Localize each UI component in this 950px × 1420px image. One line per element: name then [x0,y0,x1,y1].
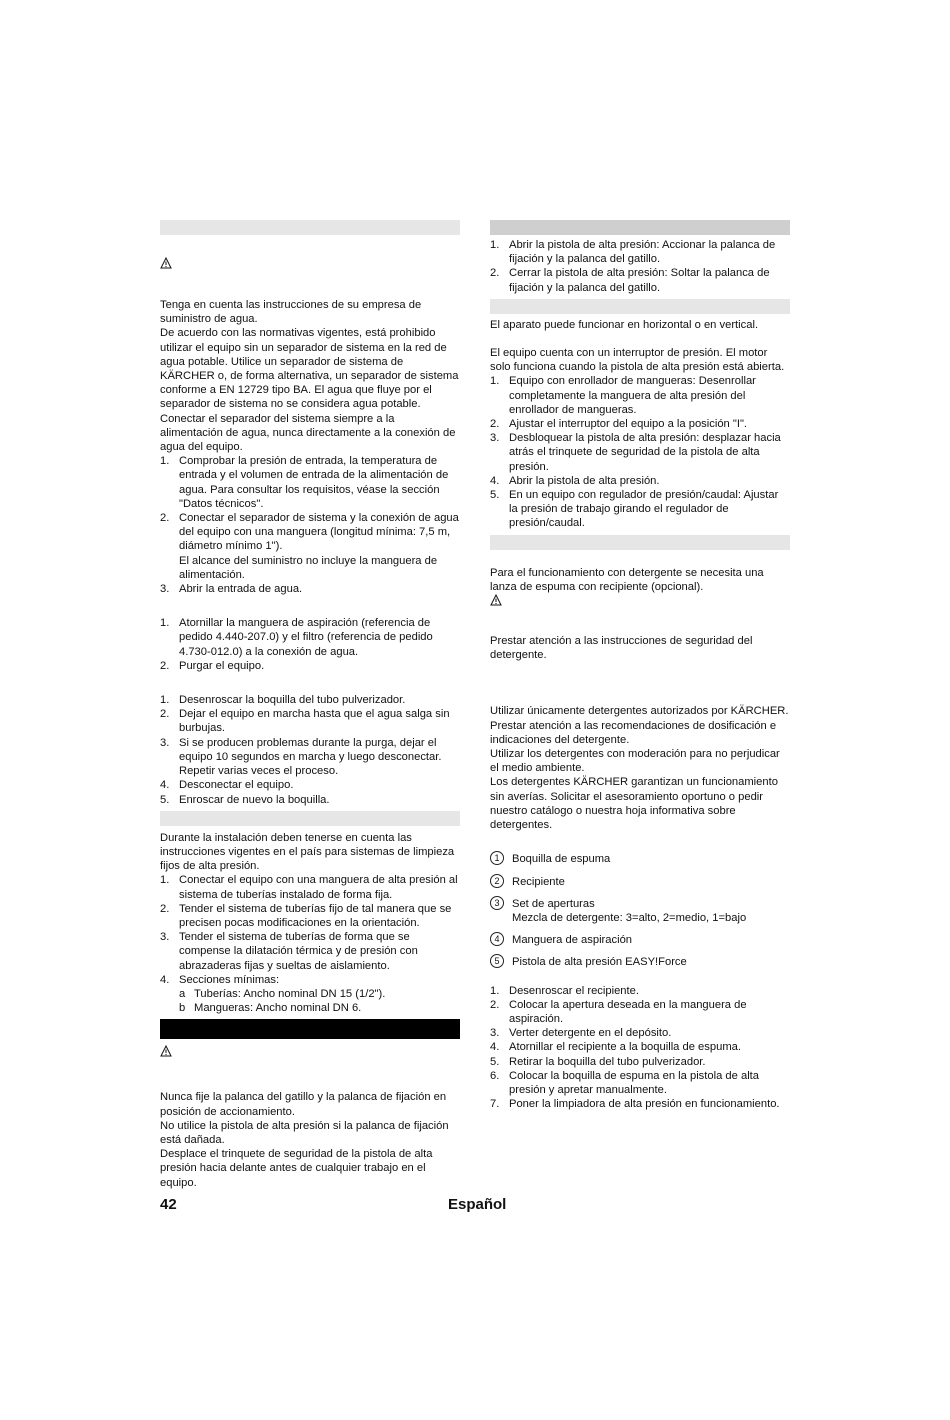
section-header-bar [490,299,790,314]
sub-list-item: a Tuberías: Ancho nominal DN 15 (1/2"). [179,987,386,1000]
section-header-bar [490,535,790,550]
paragraph: El aparato puede funcionar en horizontal o en vertical. [490,318,759,331]
paragraph: Durante la instalación deben tenerse en cuenta las instrucciones vigentes en el país para sistemas de limpieza fijos de alta presión. [160,831,455,873]
list-item: 4. Desconectar el equipo. [160,779,294,792]
numbered-list [490,238,790,295]
list-item: 4. Atornillar el recipiente a la boquilla de espuma. [490,1041,741,1054]
warning-icon [490,594,502,606]
paragraph: Desplace el trinquete de seguridad de la pistola de alta presión hacia delante antes de cualquier trabajo en el equipo. [160,1148,433,1189]
sub-list [160,987,460,1015]
list-item: 1. Comprobar la presión de entrada, la temperatura de entrada y el volumen de entrada de la alimentación de agua. Para consultar los requisitos, véase la sección "Datos técnicos". [160,455,449,510]
section-header-bar [160,220,460,235]
paragraph: Utilizar únicamente detergentes autorizados por KÄRCHER. [490,705,789,718]
list-item: 7. Poner la limpiadora de alta presión en funcionamiento. [490,1098,780,1111]
left-column [160,220,460,1190]
list-item: 2. Ajustar el interruptor del equipo a la posición "I". [490,418,748,431]
legend-item: 2 Recipiente [490,875,790,889]
numbered-list [160,616,460,673]
list-item: 2. Colocar la apertura deseada en la manguera de aspiración. [490,998,747,1025]
list-item: 1. Desenroscar el recipiente. [490,984,639,997]
paragraph: Utilizar los detergentes con moderación para no perjudicar el medio ambiente. [490,748,780,775]
list-item: El alcance del suministro no incluye la manguera de alimentación. [179,554,438,581]
paragraph: Para el funcionamiento con detergente se necesita una lanza de espuma con recipiente (opcional). [490,566,764,593]
list-item: 3. Abrir la entrada de agua. [160,583,303,596]
list-item: 4. Secciones mínimas: [160,973,280,986]
legend-item: 3 Set de aperturas Mezcla de detergente: 3=alto, 2=medio, 1=bajo [490,897,790,925]
list-item: 2. Cerrar la pistola de alta presión: Soltar la palanca de fijación y la palanca del gatillo. [490,267,770,294]
list-item: 3. Verter detergente en el depósito. [490,1027,672,1040]
list-item: 1. Desenroscar la boquilla del tubo pulverizador. [160,694,406,707]
paragraph: De acuerdo con las normativas vigentes, está prohibido utilizar el equipo sin un separador de sistema en la red de agua potable. Utilice un separador de sistema de KÄRCHER o, de forma alternativa, un separador de sistema conforme a EN 12729 tipo BA. El agua que fluye por el separador de sistema no se considera agua potable. Conectar el separador del sistema siempre a la alimentación de agua, nunca directamente a la conexión de agua del equipo. [160,327,459,454]
numbered-list [160,693,460,807]
sub-list-item: b Mangueras: Ancho nominal DN 6. [179,1002,362,1015]
list-item: 1. Equipo con enrollador de mangueras: Desenrollar completamente la manguera de alta presión del enrollador de mangueras. [490,375,756,416]
paragraph: Nunca fije la palanca del gatillo y la palanca de fijación en posición de accionamiento. [160,1091,447,1118]
warning-icon [160,1045,172,1057]
paragraph: No utilice la pistola de alta presión si la palanca de fijación está dañada. [160,1119,449,1146]
paragraph: Tenga en cuenta las instrucciones de su empresa de suministro de agua. [160,299,422,326]
list-item: 6. Colocar la boquilla de espuma en la pistola de alta presión y apretar manualmente. [490,1069,760,1096]
list-item: 1. Conectar el equipo con una manguera de alta presión al sistema de tuberías instalado de forma fija. [160,874,458,901]
list-item: 1. Abrir la pistola de alta presión: Accionar la palanca de fijación y la palanca del gatillo. [490,239,776,266]
paragraph: El equipo cuenta con un interruptor de presión. El motor solo funciona cuando la pistola de alta presión está abierta. [490,347,785,374]
right-column [490,220,790,1111]
list-item: 4. Abrir la pistola de alta presión. [490,474,660,487]
paragraph: Prestar atención a las instrucciones de seguridad del detergente. [490,635,753,662]
numbered-list [490,374,790,530]
list-item: 1. Atornillar la manguera de aspiración (referencia de pedido 4.440-207.0) y el filtro (referencia de pedido 4.730-012.0) a la conexión de agua. [160,617,433,658]
numbered-list [160,873,460,987]
list-item: 5. En un equipo con regulador de presión/caudal: Ajustar la presión de trabajo girando el regulador de presión/caudal. [490,489,779,530]
list-item: 5. Retirar la boquilla del tubo pulverizador. [490,1055,706,1068]
list-item: 2. Dejar el equipo en marcha hasta que el agua salga sin burbujas. [160,708,450,735]
section-header-bar [490,220,790,235]
list-item: 3. Desbloquear la pistola de alta presión: desplazar hacia atrás el trinquete de seguridad de la pistola de alta presión. [490,432,781,473]
page-number: 42 [160,1196,177,1213]
warning-icon [160,257,172,269]
legend-item: 4 Manguera de aspiración [490,933,790,947]
list-item: 3. Tender el sistema de tuberías de forma que se compense la dilatación térmica y de presión con abrazaderas fijas y sueltas de aislamiento. [160,931,418,972]
list-item: 5. Enroscar de nuevo la boquilla. [160,793,330,806]
language-label: Español [448,1196,507,1213]
paragraph: Los detergentes KÄRCHER garantizan un funcionamiento sin averías. Solicitar el asesoramiento oportuno o pedir nuestro catálogo o nuestra hoja informativa sobre detergentes. [490,776,778,832]
numbered-list [490,984,790,1112]
section-header-bar [160,811,460,826]
list-item: 3. Si se producen problemas durante la purga, dejar el equipo 10 segundos en marcha y luego desconectar. Repetir varias veces el proceso. [160,736,442,778]
paragraph: Prestar atención a las recomendaciones de dosificación e indicaciones del detergente. [490,719,777,746]
numbered-list [160,454,460,596]
legend-item: 5 Pistola de alta presión EASY!Force [490,955,790,969]
list-item: 2. Purgar el equipo. [160,659,265,672]
legend-list [490,852,790,969]
legend-item: 1 Boquilla de espuma [490,852,790,866]
list-item: 2. Tender el sistema de tuberías fijo de tal manera que se precisen pocas modificaciones en la orientación. [160,902,452,929]
list-item: 2. Conectar el separador de sistema y la conexión de agua del equipo con una manguera (longitud mínima: 7,5 m, diámetro mínimo 1"). [160,512,459,553]
section-header-bar-dark [160,1019,460,1039]
